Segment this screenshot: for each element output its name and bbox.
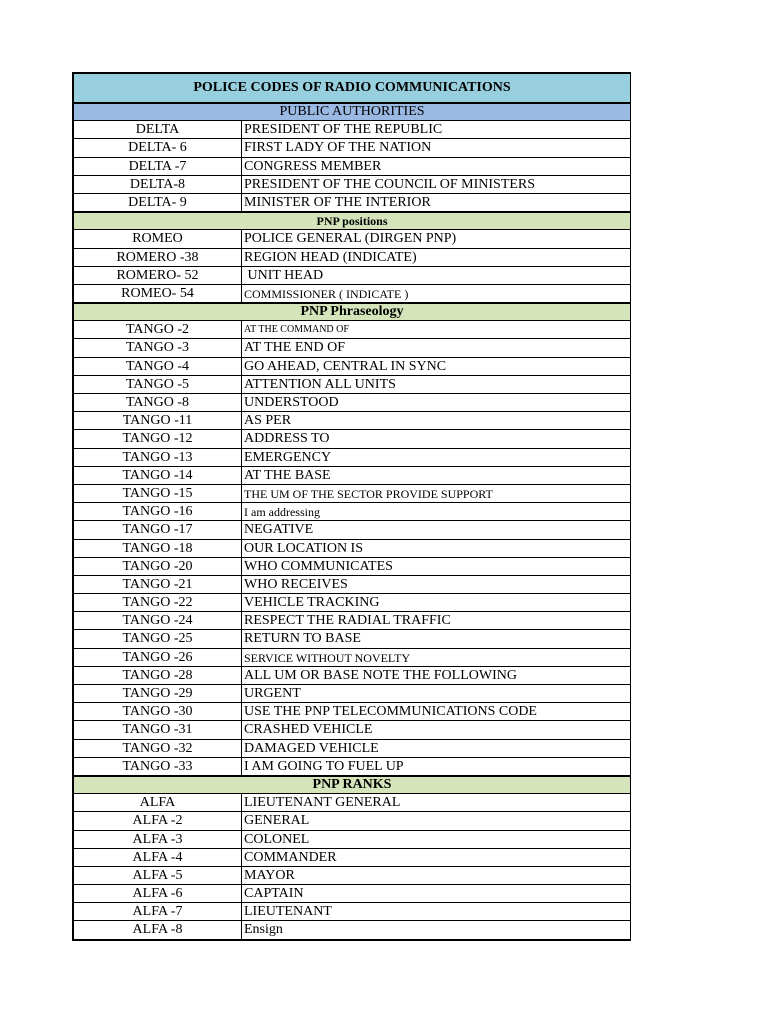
table-row [74,467,630,485]
code-cell: ALFA -3 [74,831,242,848]
table-row [74,685,630,703]
table-row [74,576,630,594]
meaning-cell: DAMAGED VEHICLE [244,740,379,756]
meaning-cell: OUR LOCATION IS [244,540,363,556]
code-cell: ROMERO -38 [74,249,242,266]
meaning-cell: ATTENTION ALL UNITS [244,376,396,392]
table-row [74,339,630,357]
table-row [74,831,630,849]
meaning-cell: USE THE PNP TELECOMMUNICATIONS CODE [244,704,537,720]
table-row [74,412,630,430]
table-row [74,630,630,648]
code-cell: DELTA- 9 [74,194,242,211]
table-row [74,321,630,339]
code-cell: TANGO -31 [74,721,242,738]
code-cell: ALFA [74,794,242,811]
table-row [74,540,630,558]
table-row [74,249,630,267]
code-cell: ROMERO- 52 [74,267,242,284]
code-cell: TANGO -22 [74,594,242,611]
code-cell: TANGO -29 [74,685,242,702]
table-row [74,139,630,157]
code-cell: DELTA [74,121,242,138]
table-row [74,449,630,467]
code-cell: TANGO -33 [74,758,242,775]
meaning-cell: COLONEL [244,831,310,847]
meaning-cell: AT THE BASE [244,467,331,483]
code-cell: TANGO -2 [74,321,242,338]
code-cell: TANGO -4 [74,358,242,375]
meaning-cell: NEGATIVE [244,522,314,538]
code-cell: TANGO -28 [74,667,242,684]
table-row [74,921,630,939]
table-title: POLICE CODES OF RADIO COMMUNICATIONS [74,72,630,103]
section-heading-pnp-positions: PNP positions [74,212,630,230]
code-cell: ALFA -7 [74,903,242,920]
code-cell: TANGO -15 [74,485,242,502]
table-row [74,612,630,630]
code-cell: DELTA-8 [74,176,242,193]
table-row [74,485,630,503]
code-cell: TANGO -24 [74,612,242,629]
table-row [74,812,630,830]
meaning-cell: WHO RECEIVES [244,576,348,592]
meaning-cell: EMERGENCY [244,449,332,465]
code-cell: ALFA -5 [74,867,242,884]
table-row [74,521,630,539]
code-cell: ALFA -8 [74,921,242,938]
code-cell: TANGO -21 [74,576,242,593]
meaning-cell: POLICE GENERAL (DIRGEN PNP) [244,231,457,247]
meaning-cell: THE UM OF THE SECTOR PROVIDE SUPPORT [244,486,493,501]
meaning-cell: COMMISSIONER ( INDICATE ) [244,286,409,301]
meaning-cell: ADDRESS TO [244,431,330,447]
code-cell: ROMEO- 54 [74,285,242,302]
meaning-cell: AT THE END OF [244,340,345,356]
meaning-cell: URGENT [244,686,301,701]
meaning-cell: GENERAL [244,813,310,829]
code-cell: TANGO -12 [74,430,242,447]
code-cell: ROMEO [74,230,242,247]
meaning-cell: COMMANDER [244,849,337,865]
meaning-cell: Ensign [244,922,283,938]
meaning-cell: SERVICE WITHOUT NOVELTY [244,650,411,665]
meaning-cell: MAYOR [244,867,295,883]
table-row [74,594,630,612]
code-cell: TANGO -25 [74,630,242,647]
meaning-cell: CONGRESS MEMBER [244,158,382,174]
meaning-cell: FIRST LADY OF THE NATION [244,140,432,156]
code-cell: ALFA -6 [74,885,242,902]
code-cell: DELTA -7 [74,158,242,175]
meaning-cell: PRESIDENT OF THE REPUBLIC [244,122,443,138]
code-cell: TANGO -18 [74,540,242,557]
meaning-cell: I am addressing [244,505,320,520]
code-cell: TANGO -8 [74,394,242,411]
meaning-cell: MINISTER OF THE INTERIOR [244,194,431,210]
table-row [74,721,630,739]
code-cell: TANGO -26 [74,649,242,666]
meaning-cell: UNIT HEAD [244,267,324,283]
meaning-cell: CAPTAIN [244,886,304,902]
meaning-cell: PRESIDENT OF THE COUNCIL OF MINISTERS [244,176,536,192]
meaning-cell: RETURN TO BASE [244,631,361,647]
meaning-cell: AT THE COMMAND OF [244,324,349,336]
table-row [74,649,630,667]
code-cell: TANGO -14 [74,467,242,484]
section-heading-pnp-ranks: PNP RANKS [74,776,630,794]
section-heading-pnp-phraseology: PNP Phraseology [74,303,630,321]
table-row [74,176,630,194]
meaning-cell: ALL UM OR BASE NOTE THE FOLLOWING [244,667,517,683]
table-row [74,430,630,448]
meaning-cell: WHO COMMUNICATES [244,558,393,574]
code-cell: ALFA -4 [74,849,242,866]
meaning-cell: AS PER [244,413,292,429]
meaning-cell: REGION HEAD (INDICATE) [244,249,417,265]
meaning-cell: I AM GOING TO FUEL UP [244,758,404,774]
table-row [74,558,630,576]
table-row [74,230,630,248]
meaning-cell: UNDERSTOOD [244,395,339,410]
table-row [74,267,630,285]
table-row [74,503,630,521]
table-row [74,849,630,867]
meaning-cell: LIEUTENANT GENERAL [244,795,401,811]
table-row [74,121,630,139]
code-cell: TANGO -11 [74,412,242,429]
table-row [74,285,630,303]
code-cell: ALFA -2 [74,812,242,829]
code-cell: TANGO -20 [74,558,242,575]
code-cell: TANGO -16 [74,503,242,520]
table-row [74,740,630,758]
table-row [74,794,630,812]
table-row [74,758,630,776]
meaning-cell: VEHICLE TRACKING [244,595,380,611]
code-cell: TANGO -30 [74,703,242,720]
table-row [74,158,630,176]
table-row [74,394,630,412]
code-cell: DELTA- 6 [74,139,242,156]
table-row [74,867,630,885]
radio-codes-table [72,72,631,941]
code-cell: TANGO -32 [74,740,242,757]
code-cell: TANGO -5 [74,376,242,393]
meaning-cell: GO AHEAD, CENTRAL IN SYNC [244,358,447,374]
table-row [74,703,630,721]
meaning-cell: CRASHED VEHICLE [244,722,373,738]
table-row [74,376,630,394]
table-row [74,358,630,376]
table-row [74,667,630,685]
code-cell: TANGO -13 [74,449,242,466]
section-heading-public-authorities: PUBLIC AUTHORITIES [74,103,630,121]
table-row [74,903,630,921]
meaning-cell: RESPECT THE RADIAL TRAFFIC [244,613,451,629]
code-cell: TANGO -17 [74,521,242,538]
meaning-cell: LIEUTENANT [244,904,332,920]
table-row [74,194,630,212]
code-cell: TANGO -3 [74,339,242,356]
table-row [74,885,630,903]
